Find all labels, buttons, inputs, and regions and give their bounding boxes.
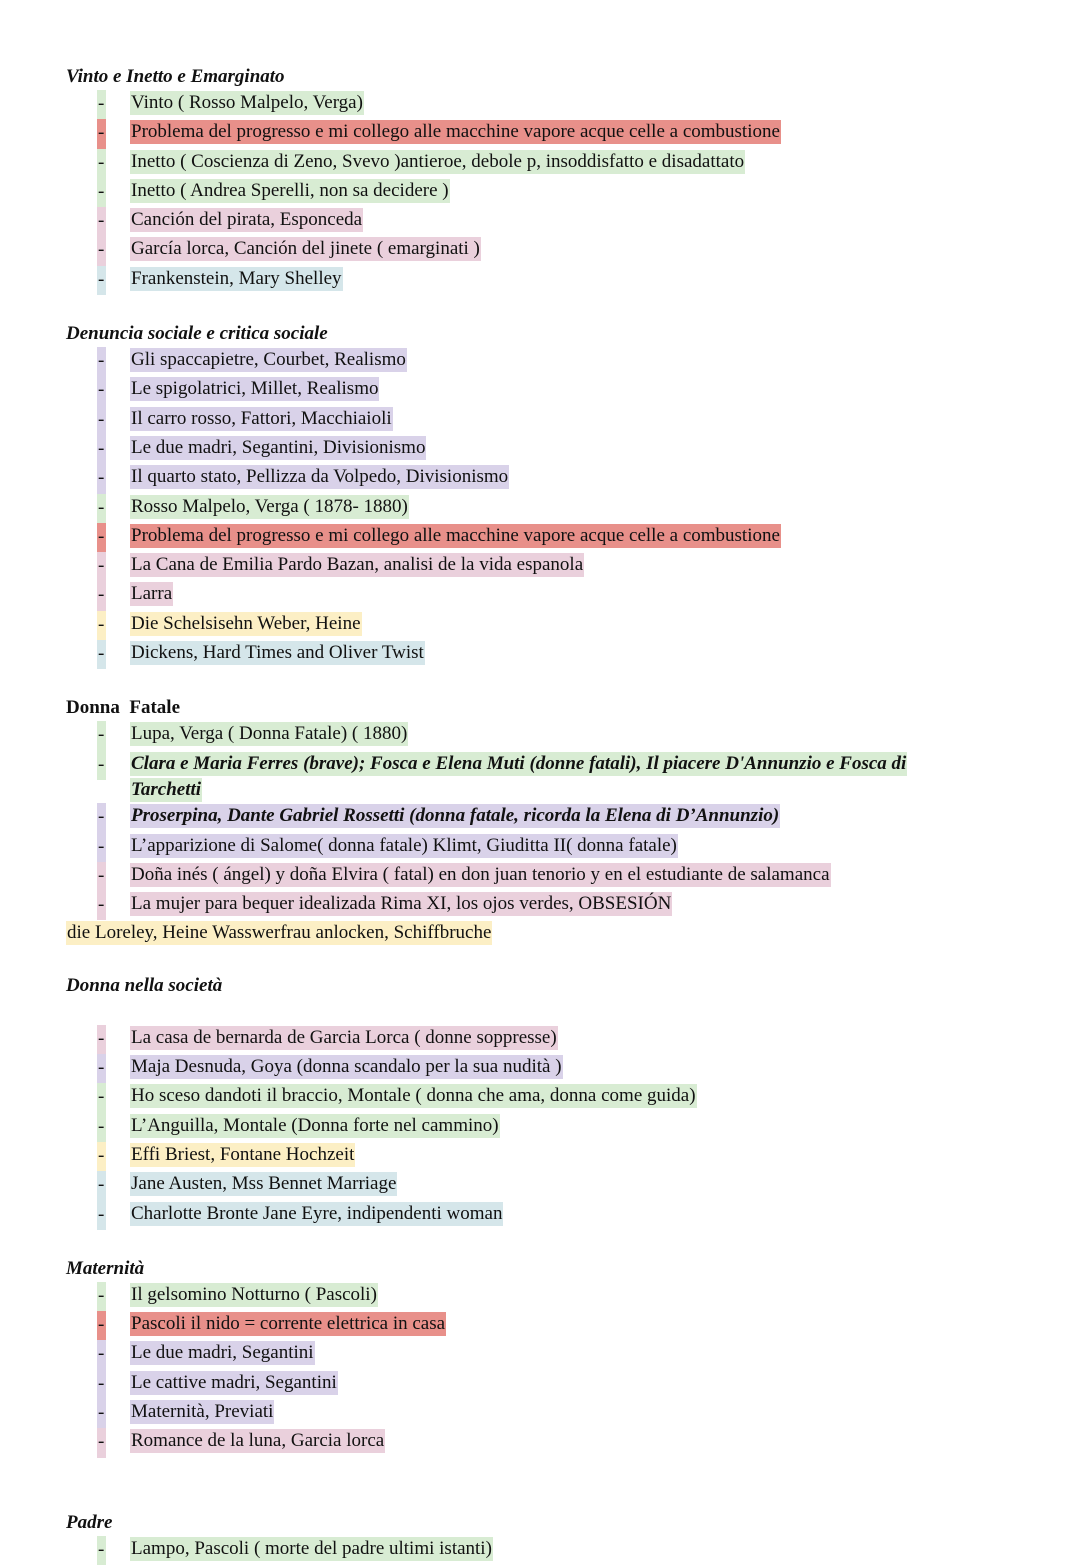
- list-item: - Rosso Malpelo, Verga ( 1878- 1880): [66, 494, 1046, 523]
- dash-marker: -: [97, 406, 106, 435]
- list-item: - La casa de bernarda de Garcia Lorca ( donne soppresse): [66, 1025, 1046, 1054]
- dash-marker: -: [97, 90, 106, 119]
- list-item: - Maternità, Previati: [66, 1399, 1046, 1428]
- list-item: - Lampo, Pascoli ( morte del padre ultimi istanti): [66, 1536, 1046, 1565]
- dash-marker: -: [97, 1113, 106, 1142]
- section-title: Donna Fatale: [66, 697, 180, 719]
- dash-marker: -: [97, 1282, 106, 1311]
- list-item: - Inetto ( Coscienza di Zeno, Svevo )antieroe, debole p, insoddisfatto e disadattato: [66, 149, 1046, 178]
- section-title: Donna nella società: [66, 974, 223, 996]
- list-item: - Il gelsomino Notturno ( Pascoli): [66, 1282, 1046, 1311]
- list-item: - Clara e Maria Ferres (brave); Fosca e Elena Muti (donne fatali), Il piacere D'Annunzio e Fosca di Tarchetti: [98, 752, 907, 800]
- dash-marker: -: [97, 552, 106, 581]
- list-item: - Vinto ( Rosso Malpelo, Verga): [66, 90, 1046, 119]
- list-item: - Il carro rosso, Fattori, Macchiaioli: [66, 406, 1046, 435]
- list-item: - Jane Austen, Mss Bennet Marriage: [66, 1171, 1046, 1200]
- dash-marker: -: [97, 1142, 106, 1171]
- list-item: - Larra: [66, 581, 1046, 610]
- section-donna-societa: [66, 973, 1046, 1230]
- section-title: Denuncia sociale e critica sociale: [66, 323, 328, 345]
- list-item: - Le spigolatrici, Millet, Realismo: [66, 376, 1046, 405]
- list-item: - Effi Briest, Fontane Hochzeit: [66, 1142, 1046, 1171]
- dash-marker: -: [97, 1025, 106, 1054]
- list-item: - Le cattive madri, Segantini: [66, 1370, 1046, 1399]
- dash-marker: -: [97, 721, 106, 750]
- list-item: - Pascoli il nido = corrente elettrica in casa: [66, 1311, 1046, 1340]
- section-vinto: [66, 64, 1046, 295]
- dash-marker: -: [97, 1536, 106, 1565]
- list-item: - Doña inés ( ángel) y doña Elvira ( fatal) en don juan tenorio y en el estudiante de salamanca: [66, 862, 1046, 891]
- list-item: - Gli spaccapietre, Courbet, Realismo: [66, 347, 1046, 376]
- section-padre: [66, 1510, 1046, 1565]
- list-item: - Frankenstein, Mary Shelley: [66, 266, 1046, 295]
- list-item: - Charlotte Bronte Jane Eyre, indipendenti woman: [66, 1201, 1046, 1230]
- dash-marker: -: [97, 464, 106, 493]
- list-item: - Canción del pirata, Esponceda: [66, 207, 1046, 236]
- dash-marker: -: [97, 266, 106, 295]
- dash-marker: -: [97, 207, 106, 236]
- dash-marker: -: [97, 833, 106, 862]
- dash-marker: -: [97, 1370, 106, 1399]
- dash-marker: -: [97, 523, 106, 552]
- section-donna-fatale: [66, 695, 1046, 946]
- list-item: - García lorca, Canción del jinete ( emarginati ): [66, 236, 1046, 265]
- dash-marker: -: [97, 611, 106, 640]
- list-item: - La Cana de Emilia Pardo Bazan, analisi de la vida espanola: [66, 552, 1046, 581]
- list-item: - Problema del progresso e mi collego alle macchine vapore acque celle a combustione: [66, 119, 1046, 148]
- list-item: - Dickens, Hard Times and Oliver Twist: [66, 640, 1046, 669]
- dash-marker: -: [97, 1428, 106, 1457]
- list-item: - Lupa, Verga ( Donna Fatale) ( 1880): [66, 721, 1046, 750]
- dash-marker: -: [97, 1083, 106, 1112]
- section-denuncia: [66, 321, 1046, 669]
- dash-marker: -: [97, 803, 106, 832]
- dash-marker: -: [97, 751, 106, 780]
- dash-marker: -: [97, 1399, 106, 1428]
- dash-marker: -: [97, 1054, 106, 1083]
- dash-marker: -: [97, 435, 106, 464]
- list-item: - Die Schelsisehn Weber, Heine: [66, 611, 1046, 640]
- dash-marker: -: [97, 376, 106, 405]
- list-item: - Inetto ( Andrea Sperelli, non sa decidere ): [66, 178, 1046, 207]
- list-item: - Ho sceso dandoti il braccio, Montale ( donna che ama, donna come guida): [66, 1083, 1046, 1112]
- dash-marker: -: [97, 891, 106, 920]
- list-item: - Il quarto stato, Pellizza da Volpedo, Divisionismo: [66, 464, 1046, 493]
- list-item: - L’apparizione di Salome( donna fatale) Klimt, Giuditta II( donna fatale): [66, 833, 1046, 862]
- dash-marker: -: [97, 1171, 106, 1200]
- dash-marker: -: [97, 347, 106, 376]
- list-item: - Maja Desnuda, Goya (donna scandalo per la sua nudità ): [66, 1054, 1046, 1083]
- dash-marker: -: [97, 236, 106, 265]
- list-item: - Le due madri, Segantini: [66, 1340, 1046, 1369]
- dash-marker: -: [97, 149, 106, 178]
- dash-marker: -: [97, 1340, 106, 1369]
- section-maternita: [66, 1256, 1046, 1458]
- list-item: - Proserpina, Dante Gabriel Rossetti (donna fatale, ricorda la Elena di D’Annunzio): [66, 803, 1046, 832]
- dash-marker: -: [97, 1311, 106, 1340]
- document-page: [66, 64, 1046, 1565]
- section-title: Vinto e Inetto e Emarginato: [66, 66, 285, 87]
- list-item: - Le due madri, Segantini, Divisionismo: [66, 435, 1046, 464]
- dash-marker: -: [97, 494, 106, 523]
- section-title: Maternità: [66, 1257, 145, 1279]
- dash-marker: -: [97, 862, 106, 891]
- dash-marker: -: [97, 178, 106, 207]
- section-title: Padre: [66, 1511, 113, 1533]
- list-item: - L’Anguilla, Montale (Donna forte nel cammino): [66, 1113, 1046, 1142]
- list-item: - Romance de la luna, Garcia lorca: [66, 1428, 1046, 1457]
- list-item: - Problema del progresso e mi collego alle macchine vapore acque celle a combustione: [66, 523, 1046, 552]
- dash-marker: -: [97, 1201, 106, 1230]
- trailing-line: die Loreley, Heine Wasswerfrau anlocken, Schiffbruche: [67, 922, 492, 944]
- dash-marker: -: [97, 119, 106, 148]
- list-item: - La mujer para bequer idealizada Rima XI, los ojos verdes, OBSESIÓN: [66, 891, 1046, 920]
- dash-marker: -: [97, 581, 106, 610]
- dash-marker: -: [97, 640, 106, 669]
